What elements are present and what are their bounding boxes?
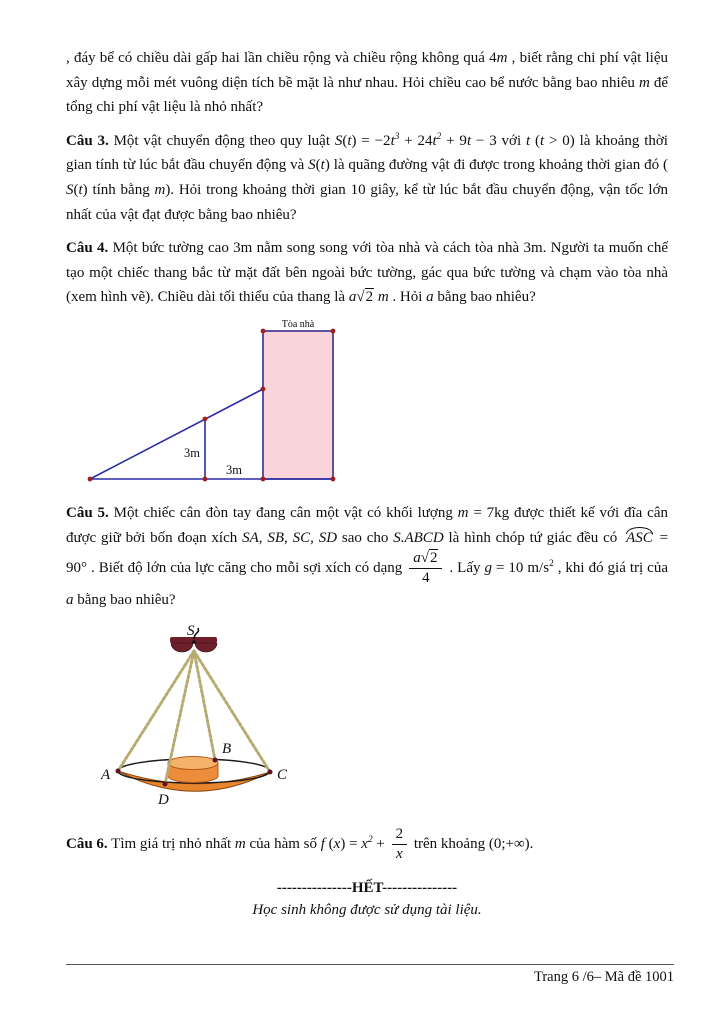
point-b-label: B bbox=[222, 741, 232, 758]
point-a-label: A bbox=[101, 767, 111, 784]
page-footer bbox=[66, 964, 674, 986]
question-6-paragraph: Câu 6. Tìm giá trị nhỏ nhất m của hàm số f $(x) = x^2$ + $\frac{2}{x}$ trên khoảng (0;+∞). bbox=[66, 826, 534, 863]
end-note: Học sinh không được sử dụng tài liệu. bbox=[252, 901, 482, 918]
end-marker: ---------------HẾT--------------- bbox=[276, 879, 458, 896]
question-5-paragraph: Câu 5. Một chiếc cân đòn tay đang cân một vật có khối lượng m = 7kg được thiết kế với đĩa cân được giữ bởi bốn đoạn xích SA, SB, SC, SD sao cho S.ABCD là hình chóp tứ giác đều có ASC = 90° . Biết độ lớn của lực căng cho mỗi sợi xích có dạng $\frac{a√2}{4}$ . Lấy g = 10 $m/s^2$ , khi đó giá trị của a bằng bao nhiêu? bbox=[66, 504, 669, 608]
ladder-wall-figure bbox=[80, 319, 668, 491]
wall-height-label: 3m bbox=[184, 445, 200, 460]
paragraph-intro: , đáy bể có chiều dài gấp hai lần chiều rộng và chiều rộng không quá 4m , biết rằng chi phí vật liệu xây dựng mỗi mét vuông diện tích bề mặt là như nhau. Hỏi chiều cao bể nước bằng bao nhiêu m để tổng chi phí vật liệu là nhỏ nhất? bbox=[66, 50, 668, 116]
hanging-scale-figure bbox=[100, 621, 668, 816]
building-rect bbox=[263, 331, 333, 479]
apex-label: S bbox=[187, 623, 195, 640]
page-number-label: Trang 6 /6– Mã đề 1001 bbox=[533, 969, 674, 985]
point-c-label: C bbox=[277, 767, 288, 784]
building-title: Tòa nhà bbox=[281, 318, 315, 330]
wall-building-distance-label: 3m bbox=[226, 462, 242, 477]
question-3-paragraph: Câu 3. Một vật chuyển động theo quy luật $S(t) = -2t^3 + 24t^2 + 9t - 3$ với t (t > 0) là khoảng thời gian tính từ lúc bắt đầu chuyển động và S(t) là quãng đường vật đi được trong khoảng thời gian đó ( S(t) tính bằng m). Hỏi trong khoảng thời gian 10 giây, kể từ lúc bắt đầu chuyển động, vận tốc lớn nhất của vật đạt được bằng bao nhiêu? bbox=[66, 131, 668, 223]
weight-cylinder bbox=[168, 757, 218, 783]
question-4-paragraph: Câu 4. Một bức tường cao 3m nằm song song với tòa nhà và cách tòa nhà 3m. Người ta muốn chế tạo một chiếc thang bắc từ mặt đất bên ngoài bức tường, gác qua bức tường và chạm vào tòa nhà (xem hình vẽ). Chiều dài tối thiểu của thang là a√2 m . Hỏi a bằng bao nhiêu? bbox=[66, 240, 668, 306]
point-d-label: D bbox=[158, 792, 169, 809]
